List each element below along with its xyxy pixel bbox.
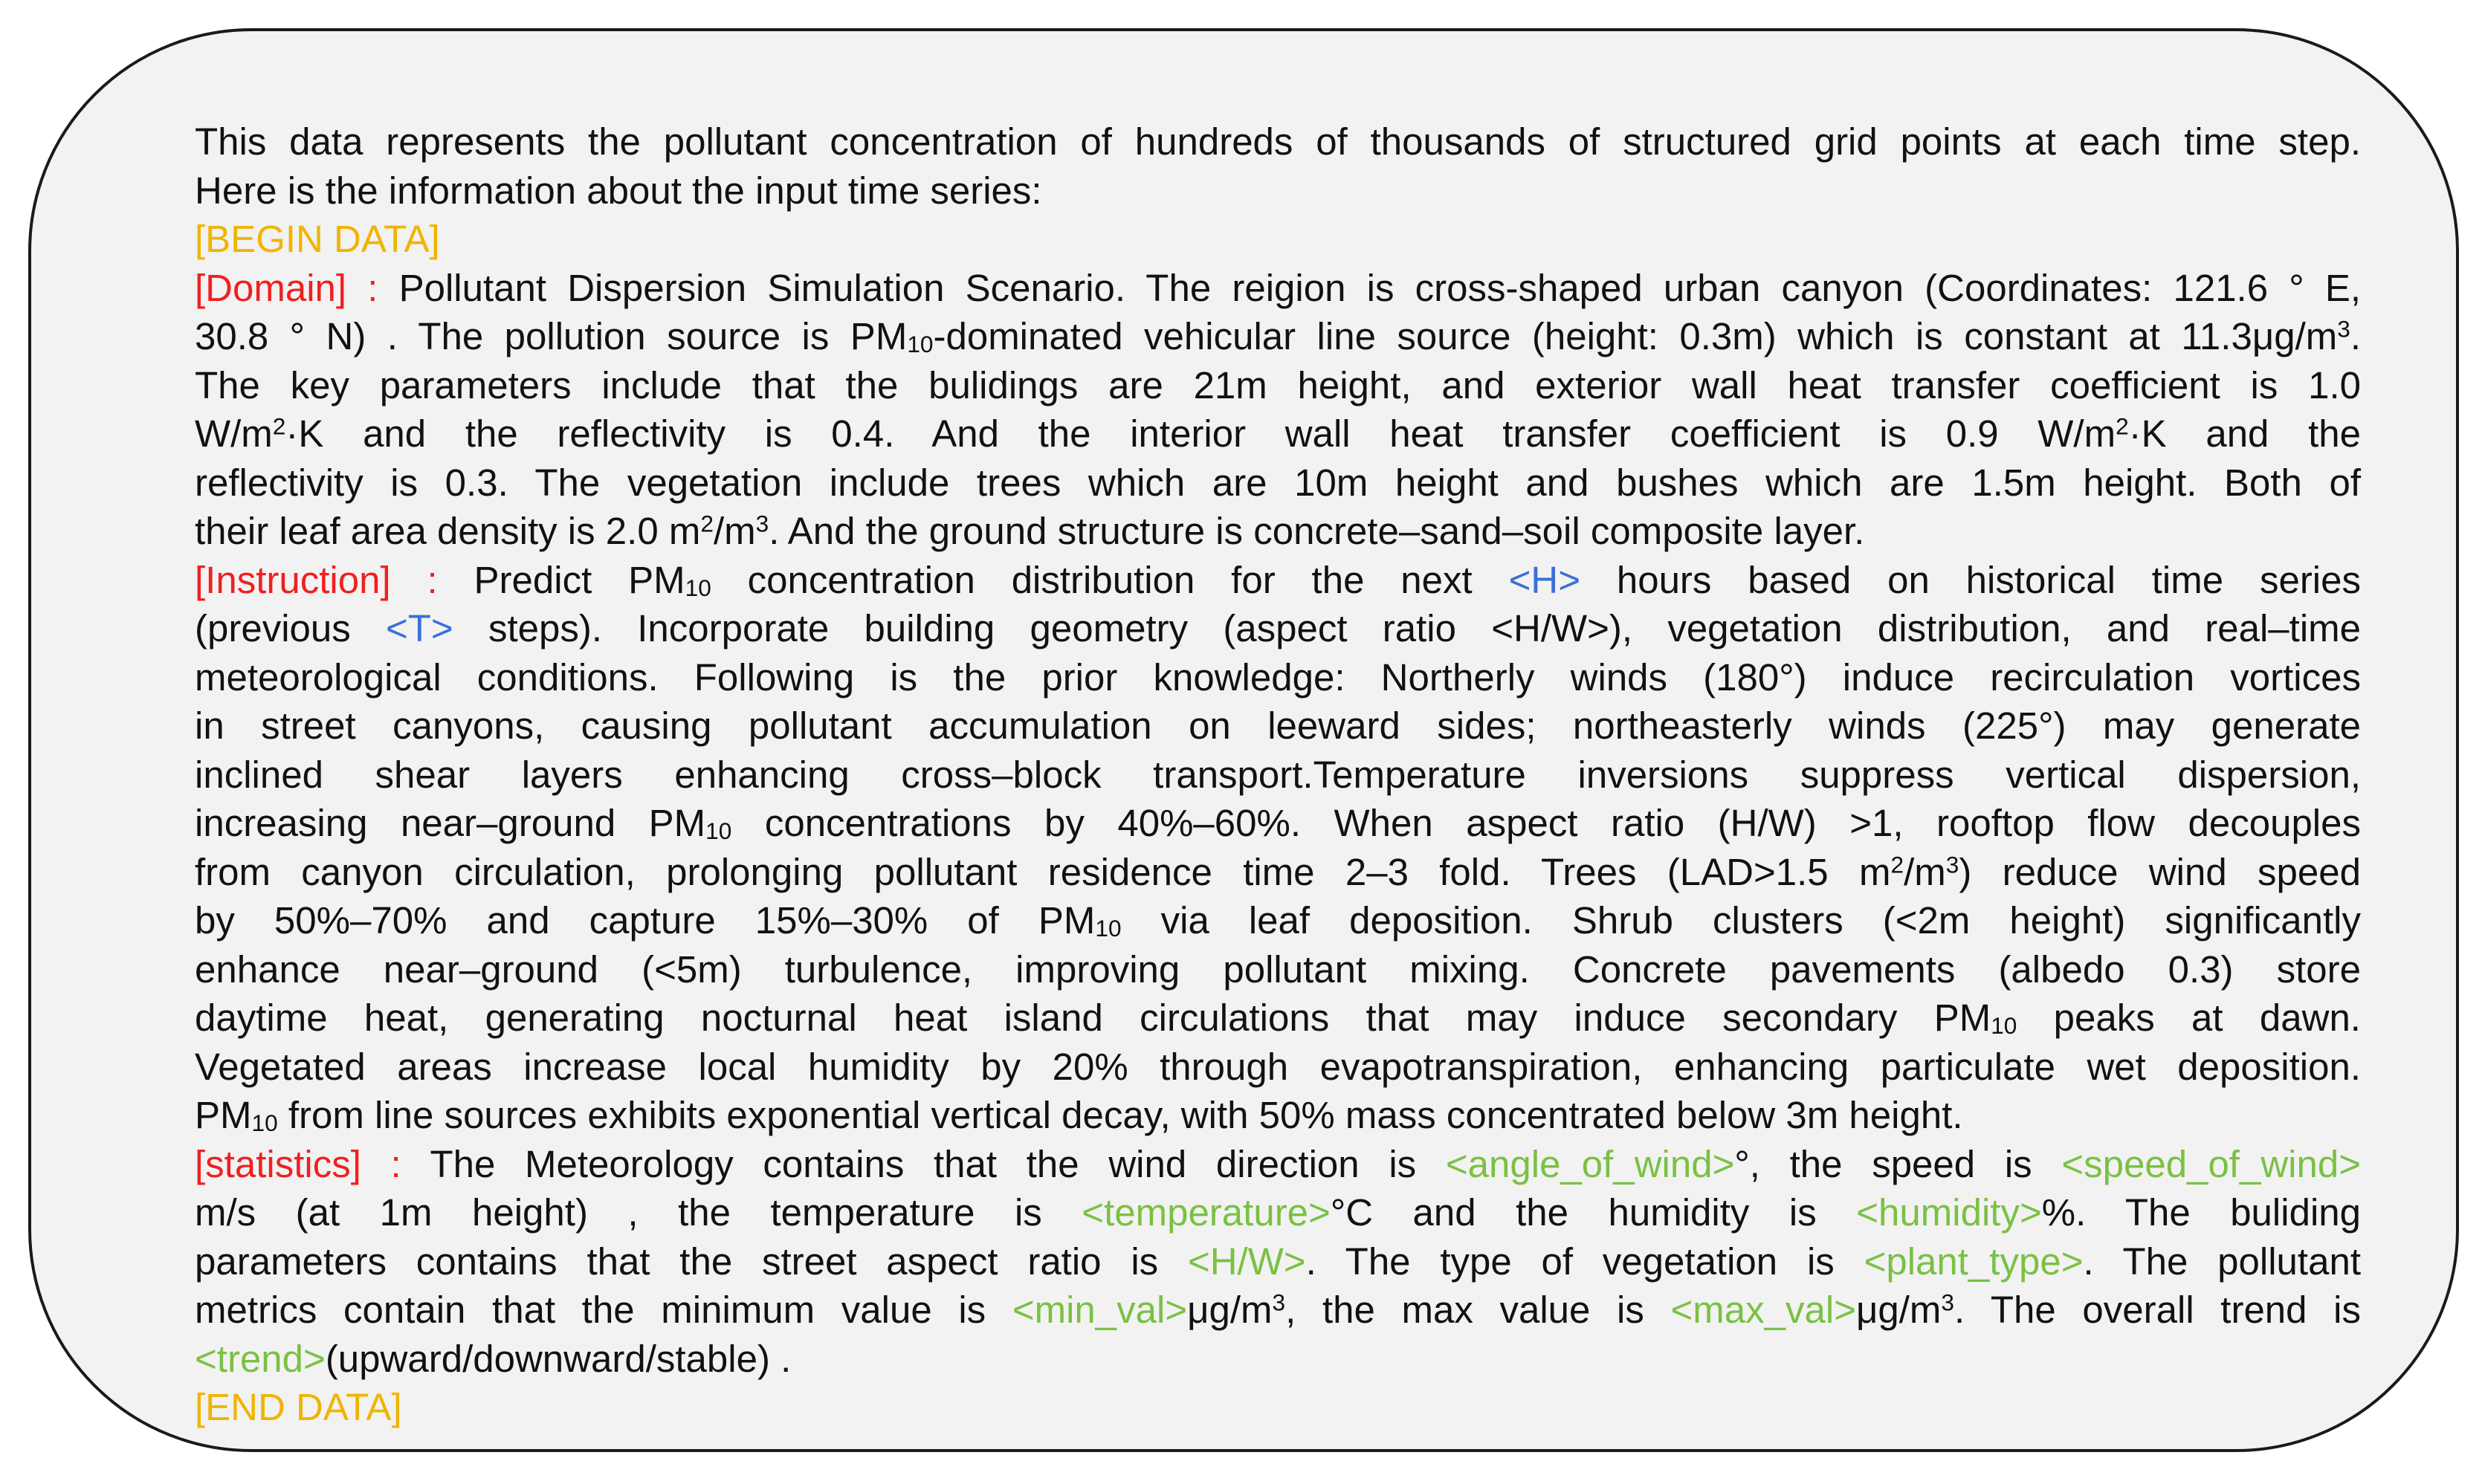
begin-data-tag: [BEGIN DATA]	[195, 218, 440, 260]
end-data-marker	[195, 1383, 2361, 1432]
instruction-line-4: in street canyons, causing pollutant accumulation on leeward sides; northeasterly winds (225°) may generate	[195, 704, 2361, 747]
min-val-placeholder: <min_val>	[1012, 1289, 1188, 1331]
statistics-line-5: <trend>(upward/downward/stable) .	[195, 1337, 792, 1380]
plant-type-placeholder: <plant_type>	[1864, 1240, 2084, 1283]
domain-line-2: 30.8 ° N) . The pollution source is PM10-dominated vehicular line source (height: 0.3m) which is constant at $11.3\mu g/m^3$.	[195, 315, 2361, 357]
instruction-line-6: increasing near–ground PM10 concentrations by 40%–60%. When aspect ratio (H/W) >1, rooftop flow decouples	[195, 802, 2361, 844]
instruction-line-10: daytime heat, generating nocturnal heat island circulations that may induce secondary PM10 peaks at dawn.	[195, 997, 2361, 1039]
instruction-line-8: by 50%–70% and capture 15%–30% of PM10 via leaf deposition. Shrub clusters (<2m height) significantly	[195, 899, 2361, 942]
h-placeholder: <H>	[1508, 558, 1580, 601]
humidity-placeholder: <humidity>	[1856, 1191, 2042, 1234]
domain-label: [Domain] :	[195, 266, 378, 309]
prompt-card	[28, 28, 2459, 1452]
domain-line-3: The key parameters include that the bulidings are 21m height, and exterior wall heat transfer coefficient is 1.0	[195, 363, 2361, 406]
statistics-line-2: m/s (at 1m height) , the temperature is <temperature>°C and the humidity is <humidity>%. The buliding	[195, 1191, 2362, 1234]
statistics-line-4: metrics contain that the minimum value is $<\min\_val>\mu g/m^3$, the max value is $<\max\_val>\mu g/m^3$. The overall trend is	[195, 1289, 2361, 1331]
end-data-tag: [END DATA]	[195, 1386, 402, 1428]
max-val-placeholder: <max_val>	[1670, 1289, 1856, 1331]
temperature-placeholder: <temperature>	[1082, 1191, 1331, 1234]
intro-line-2: Here is the information about the input time series:	[195, 169, 1042, 212]
instruction-line-2: (previous <T> steps). Incorporate building geometry (aspect ratio <H/W>), vegetation distribution, and real–time	[195, 607, 2361, 649]
intro-line-1: This data represents the pollutant concentration of hundreds of thousands of structured grid points at each time step.	[195, 120, 2361, 163]
domain-line-6: their leaf area density is 2.0 $m^2/m^3$. And the ground structure is concrete–sand–soil composite layer.	[195, 510, 1865, 552]
instruction-line-5: inclined shear layers enhancing cross–block transport.Temperature inversions suppress vertical dispersion,	[195, 753, 2361, 796]
instruction-line-7: from canyon circulation, prolonging pollutant residence time 2–3 fold. Trees (LAD>1.5 $m^2/m^3$) reduce wind speed	[195, 850, 2361, 893]
statistics-line-3: parameters contains that the street aspect ratio is <H/W>. The type of vegetation is <plant_type>. The pollutant	[195, 1240, 2361, 1283]
domain-line-1: [Domain] : Pollutant Dispersion Simulation Scenario. The reigion is cross-shaped urban canyon (Coordinates: 121.6 ° E,	[195, 266, 2362, 309]
instruction-line-11: Vegetated areas increase local humidity by 20% through evapotranspiration, enhancing particulate wet deposition.	[195, 1045, 2361, 1088]
statistics-line-1: [statistics] : The Meteorology contains that the wind direction is <angle_of_wind>°, the speed is <speed_of_wind>	[195, 1142, 2362, 1185]
t-placeholder: <T>	[386, 607, 453, 649]
instruction-line-1: [Instruction] : Predict PM10 concentration distribution for the next <H> hours based on historical time series	[195, 558, 2362, 601]
begin-data-marker	[195, 215, 2361, 264]
domain-line-4: $W/m^2\cdot K$ and the reflectivity is 0.4. And the interior wall heat transfer coefficient is 0.9 $W/m^2\cdot K$ and the	[195, 412, 2361, 455]
instruction-line-12: PM10 from line sources exhibits exponential vertical decay, with 50% mass concentrated below 3m height.	[195, 1094, 1963, 1136]
instruction-line-9: enhance near–ground (<5m) turbulence, improving pollutant mixing. Concrete pavements (albedo 0.3) store	[195, 947, 2361, 991]
prompt-text-body	[195, 117, 2361, 1432]
trend-placeholder: <trend>	[195, 1337, 326, 1380]
instruction-line-3: meteorological conditions. Following is the prior knowledge: Northerly winds (180°) induce recirculation vortices	[195, 655, 2361, 699]
speed-of-wind-placeholder: <speed_of_wind>	[2061, 1142, 2362, 1185]
angle-of-wind-placeholder: <angle_of_wind>	[1445, 1142, 1735, 1185]
statistics-label: [statistics] :	[195, 1142, 401, 1185]
instruction-label: [Instruction] :	[195, 558, 438, 601]
hw-placeholder: <H/W>	[1187, 1240, 1306, 1283]
domain-line-5: reflectivity is 0.3. The vegetation include trees which are 10m height and bushes which are 1.5m height. Both of	[195, 461, 2361, 504]
